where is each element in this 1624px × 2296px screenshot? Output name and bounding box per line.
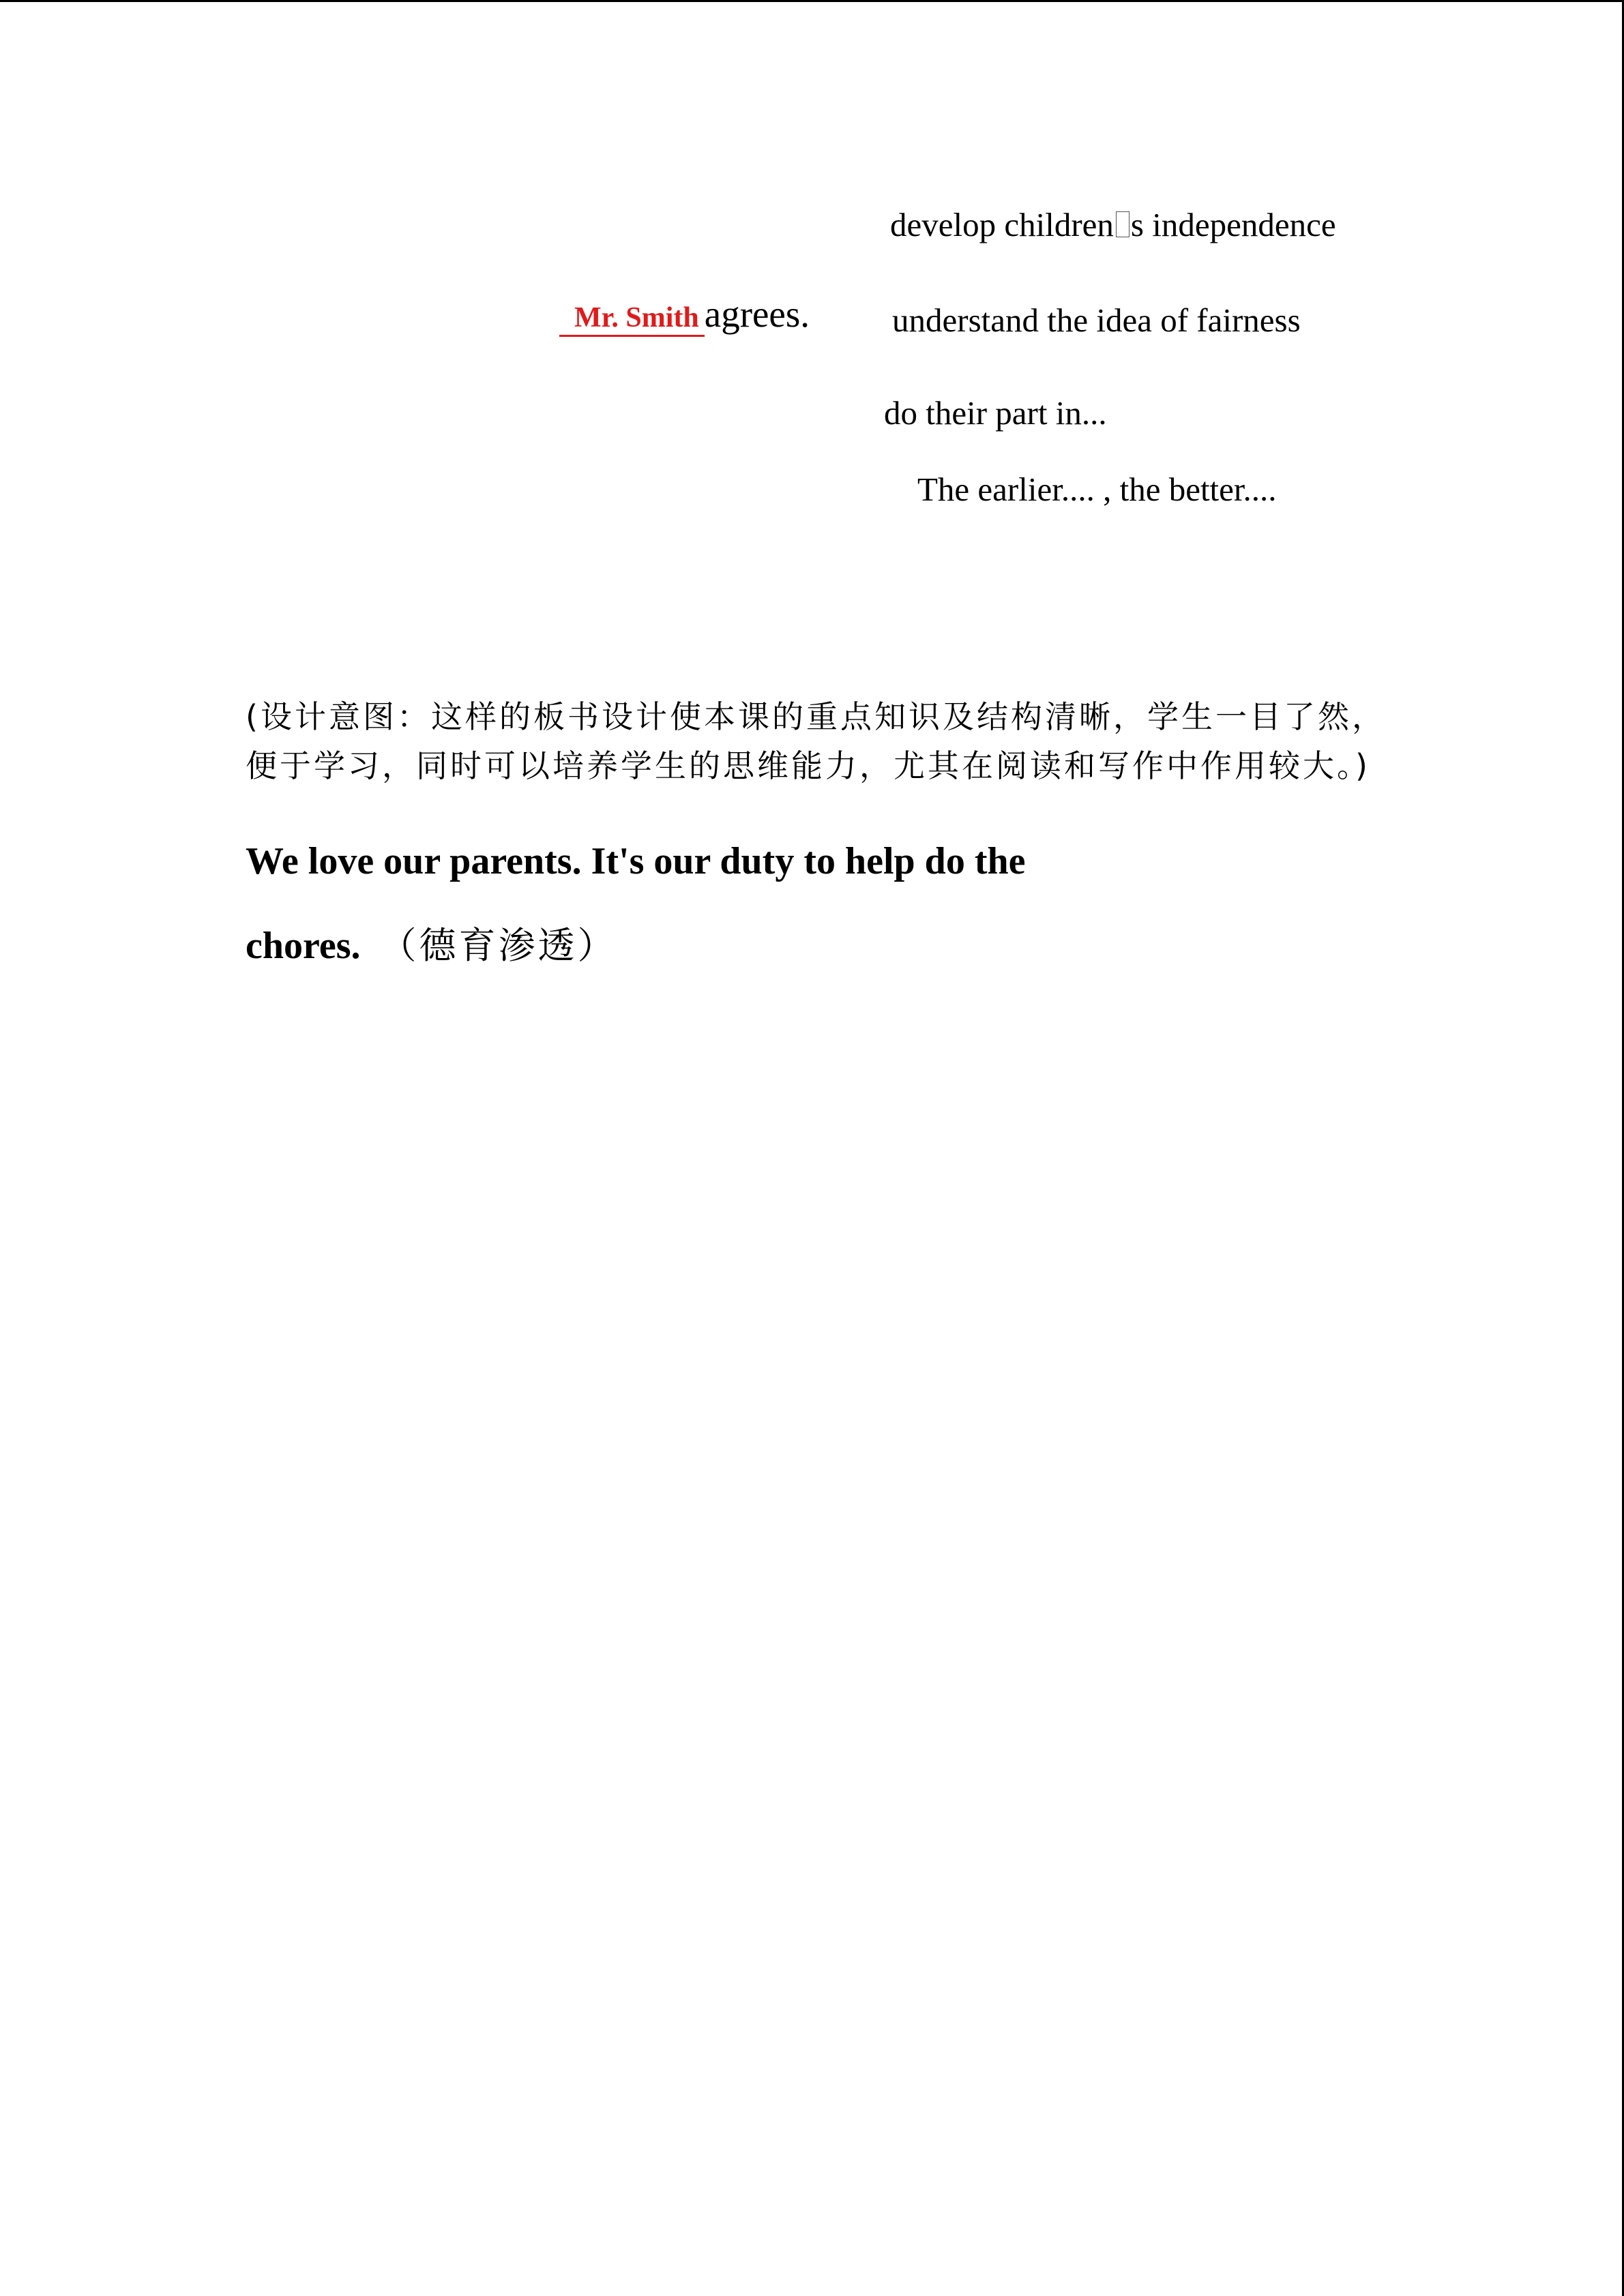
board-line-earlier-better: The earlier.... , the better.... (917, 471, 1277, 508)
board-line-fairness: understand the idea of fairness (892, 301, 1301, 339)
board-line-independence (890, 208, 1336, 241)
moral-english: We love our parents. It's our duty to help do the chores. (246, 840, 1026, 967)
moral-education-line (246, 819, 1391, 988)
moral-chinese: （德育渗透） (379, 924, 617, 967)
missing-glyph-box (1116, 211, 1130, 237)
board-line-do-their-part: do their part in... (884, 394, 1107, 432)
name-blank: Mr. Smith (559, 303, 705, 337)
agree-statement (559, 295, 810, 337)
board-line-independence-end: s independence (1130, 206, 1336, 243)
agrees-text: agrees. (704, 293, 810, 335)
board-line-independence-start: develop children (890, 206, 1114, 243)
design-intent-paragraph: (设计意图：这样的板书设计使本课的重点知识及结构清晰，学生一目了然，便于学习，同时可以培养学生的思维能力，尤其在阅读和写作中作用较大。) (246, 698, 1386, 784)
